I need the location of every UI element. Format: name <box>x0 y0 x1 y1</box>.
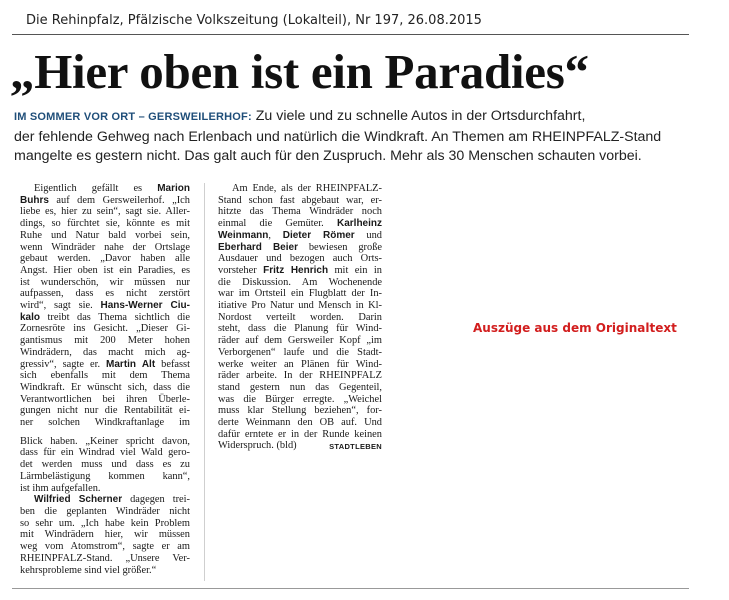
text-line: liebe es, hier zu sein“, sagt sie. Aller- <box>20 206 190 218</box>
text-line: steht, dass die Planung für Wind- <box>218 323 382 335</box>
person-name: Weinmann <box>218 229 269 241</box>
text-line: ben die geplanten Windräder nicht <box>20 505 190 517</box>
text-line: wenn Windräder nahe der Ortslage <box>20 241 190 253</box>
person-name: Martin Alt <box>106 358 156 370</box>
text-line: Blick haben. „Keiner spricht davon, <box>20 435 190 447</box>
lead-line: mangelte es gestern nicht. Das galt auch für den Zuspruch. Mehr als 30 Menschen schauten vorbei. <box>14 148 642 164</box>
source-citation: Die Rehinpfalz, Pfälzische Volkszeitung (Lokalteil), Nr 197, 26.08.2015 <box>26 13 482 28</box>
text-line: vorsteher Fritz Henrich mit ein in <box>218 264 382 276</box>
text-line: war im Ortsteil ein Flugblatt der In- <box>218 288 382 300</box>
person-name: Buhrs <box>20 194 49 206</box>
text-line: Verantwortlichen bei ihren Überle- <box>20 393 190 405</box>
text-line: einmal die Gemüter. Karlheinz <box>218 218 382 230</box>
person-name: Karlheinz <box>336 218 382 230</box>
text-line: aufpassen, dass es nicht zerstört <box>20 288 190 300</box>
article-headline: „Hier oben ist ein Paradies“ <box>10 44 589 99</box>
text-line: ist wunderschön, wir müssen nur <box>20 276 190 288</box>
bottom-divider <box>12 588 689 589</box>
text-line: Widerspruch. (bld) STADTLEBEN <box>218 440 382 452</box>
text-line: weg vom Atomstrom“, sagte er am <box>20 541 190 553</box>
person-name: Hans-Werner Ciu- <box>100 300 190 312</box>
text-line: werke weiter an Plänen für Wind- <box>218 358 382 370</box>
text-line: dings, so fürchtet sie, könnte es mit <box>20 218 190 230</box>
text-line: die Diskussion. Am Wochenende <box>218 276 382 288</box>
person-name: Wilfried Scherner <box>34 494 123 506</box>
text-line: Stand schon fast abgebaut war, er- <box>218 194 382 206</box>
text-line: Ruhe und Natur bald vorbei sein, <box>20 229 190 241</box>
excerpt-note: Auszüge aus dem Originaltext <box>473 321 677 335</box>
article-column-2 <box>218 183 382 453</box>
article-lead <box>14 107 694 167</box>
text-line: gungen nicht nur die Rentabilität ei- <box>20 405 190 417</box>
person-name: Eberhard Beier <box>218 241 298 253</box>
text-line: was die Bürger erregte. „Weichel <box>218 393 382 405</box>
top-divider <box>12 34 689 35</box>
lead-line: der fehlende Gehweg nach Erlenbach und natürlich die Windkraft. An Themen am RHEINPFALZ-Stand <box>14 128 662 145</box>
text-line: gebaut werden. „Davor haben alle <box>20 253 190 265</box>
text-line: Am Ende, als der RHEINPFALZ- <box>232 183 382 194</box>
text-line: derte Weinmann den OB auf. Und <box>218 417 382 429</box>
text-line: Ausdauer und bezogen auch Orts- <box>218 253 382 265</box>
person-name: Fritz Henrich <box>263 264 329 276</box>
text-line: hitzte das Thema Windräder noch <box>218 206 382 218</box>
text-line: Eberhard Beier bewiesen große <box>218 241 383 253</box>
text-line: Windrädern, das macht mich ag- <box>20 346 190 358</box>
text-line: Buhrs auf dem Gersweilerhof. „Ich <box>20 194 190 206</box>
text-line: Lärmbelästigung kommen kann“, <box>20 470 190 482</box>
text-line: gantismus mit 200 Meter hohen <box>20 335 190 347</box>
text-line: Zornesröte ins Gesicht. „Dieser Gi- <box>20 323 190 335</box>
text-line: Nordost verteilt worden. Darin <box>218 311 382 323</box>
text-line: Verborgenen“ laufe und die Stadt- <box>218 346 382 358</box>
text-line: räder auf dem Gersweiler Kopf „im <box>218 335 382 347</box>
text-line: Angst. Hier oben ist ein Paradies, es <box>20 264 190 276</box>
text-line: mit Windrädern hier, wir müssen <box>20 529 190 541</box>
text-line: itiative Pro Natur und Mensch in Kl- <box>218 300 382 312</box>
section-label: STADTLEBEN <box>329 442 382 452</box>
person-name: Dieter Römer <box>282 229 355 241</box>
article-column-1 <box>20 183 190 576</box>
lead-text: Zu viele und zu schnelle Autos in der Ortsdurchfahrt, <box>255 108 586 124</box>
person-name: kalo <box>20 311 41 323</box>
text-line: gressiv“, sagte er. Martin Alt befasst <box>20 358 190 370</box>
text-line: det werden muss und dass es zu <box>20 459 190 471</box>
lead-line <box>14 107 694 128</box>
text-line: wird“, sagt sie. Hans-Werner Ciu- <box>20 300 190 312</box>
text-line: sich ebenfalls mit dem Thema <box>20 370 190 382</box>
text-line: so sehr um. „Ich habe kein Problem <box>20 517 190 529</box>
paragraph-gap <box>20 429 190 436</box>
text-line: RHEINPFALZ-Stand. „Unsere Ver- <box>20 552 190 564</box>
text-line: dass für ein Windrad viel Wald gero- <box>20 447 190 459</box>
text-line: räder arbeite. In der RHEINPFALZ <box>218 370 382 382</box>
text-line: stand gestern nun das Gegenteil, <box>218 381 382 393</box>
text-line: Wilfried Scherner dagegen trei- <box>34 494 190 506</box>
lead-kicker: IM SOMMER VOR ORT – GERSWEILERHOF: <box>14 111 252 123</box>
text-line: kalo treibt das Thema sichtlich die <box>20 311 190 323</box>
text-line: muss klar Stellung beziehen“, for- <box>218 405 382 417</box>
text-line: kehrsprobleme sind viel größer.“ <box>20 564 157 576</box>
person-name: Marion <box>157 183 190 194</box>
column-divider <box>204 183 205 581</box>
text-line: Windkraft. Er wünscht sich, dass die <box>20 381 190 393</box>
text-line: ner solchen Windkraftanlage im <box>20 417 190 429</box>
text-line: ist ihm aufgefallen. <box>20 482 101 494</box>
text-line: Weinmann, Dieter Römer und <box>218 229 382 241</box>
text-line: Eigentlich gefällt es Marion <box>34 183 190 194</box>
text-line: dafür erntete er in der Runde keinen <box>218 428 382 440</box>
